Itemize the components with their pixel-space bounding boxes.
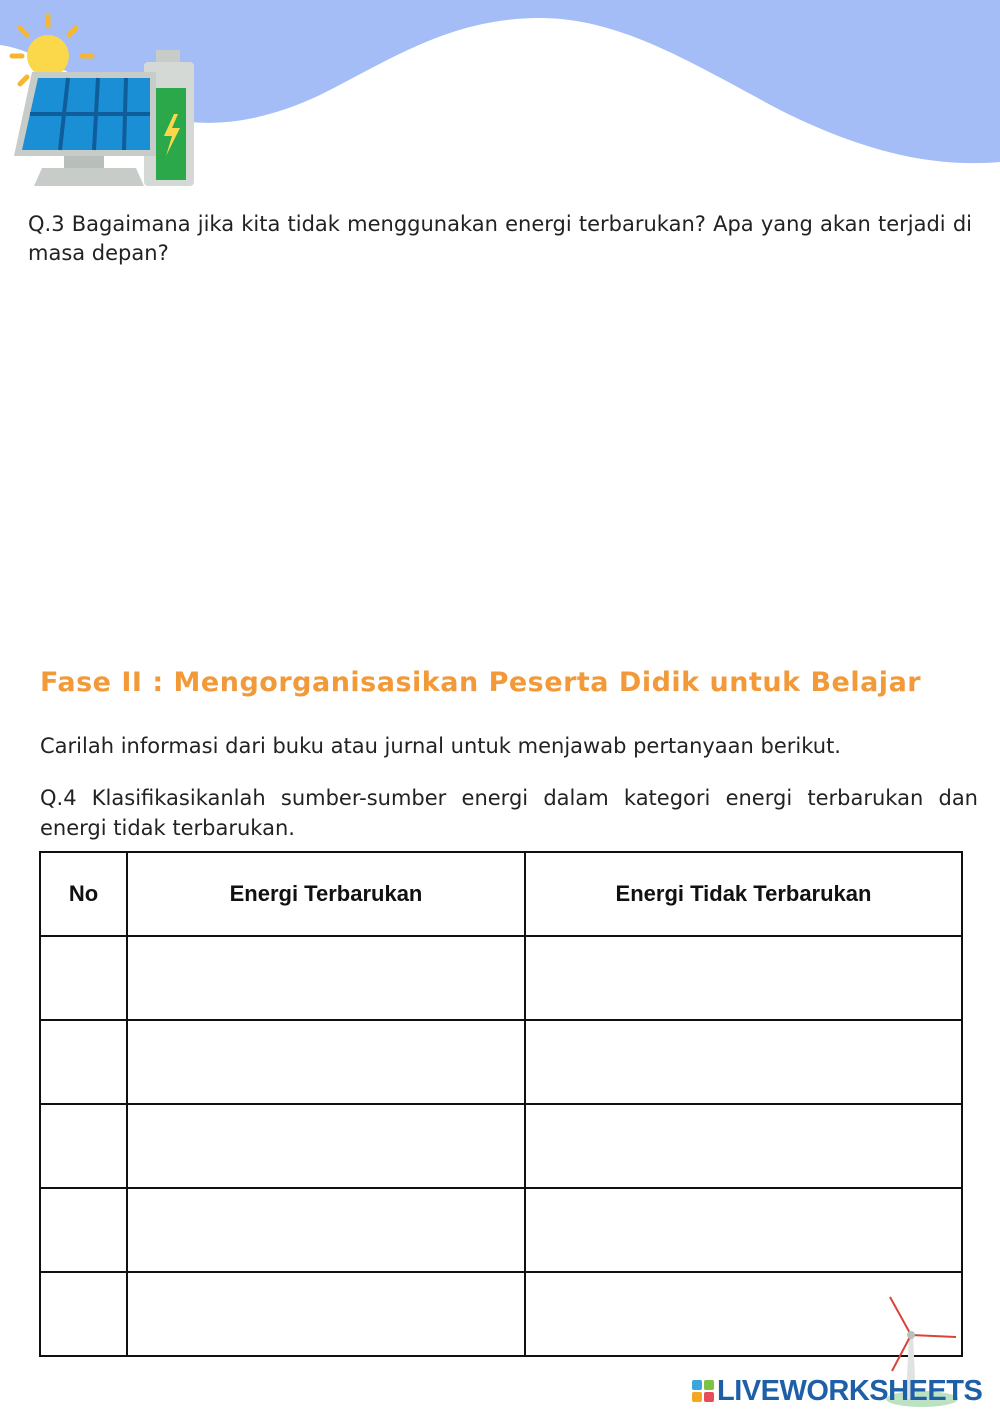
header-renewable: Energi Terbarukan	[127, 852, 525, 936]
table-row	[40, 1104, 962, 1188]
header-non-renewable: Energi Tidak Terbarukan	[525, 852, 962, 936]
answer-cell-no[interactable]	[40, 1272, 127, 1356]
table-row	[40, 1272, 962, 1356]
phase-2-heading: Fase II : Mengorganisasikan Peserta Didik untuk Belajar	[40, 667, 922, 698]
answer-cell-no[interactable]	[40, 1020, 127, 1104]
header-no: No	[40, 852, 127, 936]
answer-cell-no[interactable]	[40, 1104, 127, 1188]
answer-cell-non-renewable[interactable]	[525, 1188, 962, 1272]
table-row	[40, 1020, 962, 1104]
answer-cell-renewable[interactable]	[127, 1104, 525, 1188]
table-header-row	[40, 852, 962, 936]
answer-cell-renewable[interactable]	[127, 936, 525, 1020]
table-row	[40, 936, 962, 1020]
answer-cell-non-renewable[interactable]	[525, 936, 962, 1020]
liveworksheets-logo-icon	[692, 1380, 714, 1402]
liveworksheets-logo-text: LIVEWORKSHEETS	[717, 1374, 983, 1407]
liveworksheets-logo	[692, 1374, 982, 1408]
answer-cell-renewable[interactable]	[127, 1188, 525, 1272]
instruction-text: Carilah informasi dari buku atau jurnal untuk menjawab pertanyaan berikut.	[40, 734, 841, 758]
question-4-text: Q.4 Klasifikasikanlah sumber-sumber energi dalam kategori energi terbarukan dan energi tidak terbarukan.	[40, 786, 978, 840]
answer-cell-no[interactable]	[40, 936, 127, 1020]
answer-cell-renewable[interactable]	[127, 1020, 525, 1104]
answer-cell-renewable[interactable]	[127, 1272, 525, 1356]
table-row	[40, 1188, 962, 1272]
answer-cell-non-renewable[interactable]	[525, 1020, 962, 1104]
answer-cell-non-renewable[interactable]	[525, 1104, 962, 1188]
solar-panel-battery-icon	[6, 10, 201, 190]
question-3-text: Q.3 Bagaimana jika kita tidak menggunakan energi terbarukan? Apa yang akan terjadi di masa depan?	[28, 212, 972, 265]
answer-cell-no[interactable]	[40, 1188, 127, 1272]
classification-table	[39, 851, 963, 1357]
